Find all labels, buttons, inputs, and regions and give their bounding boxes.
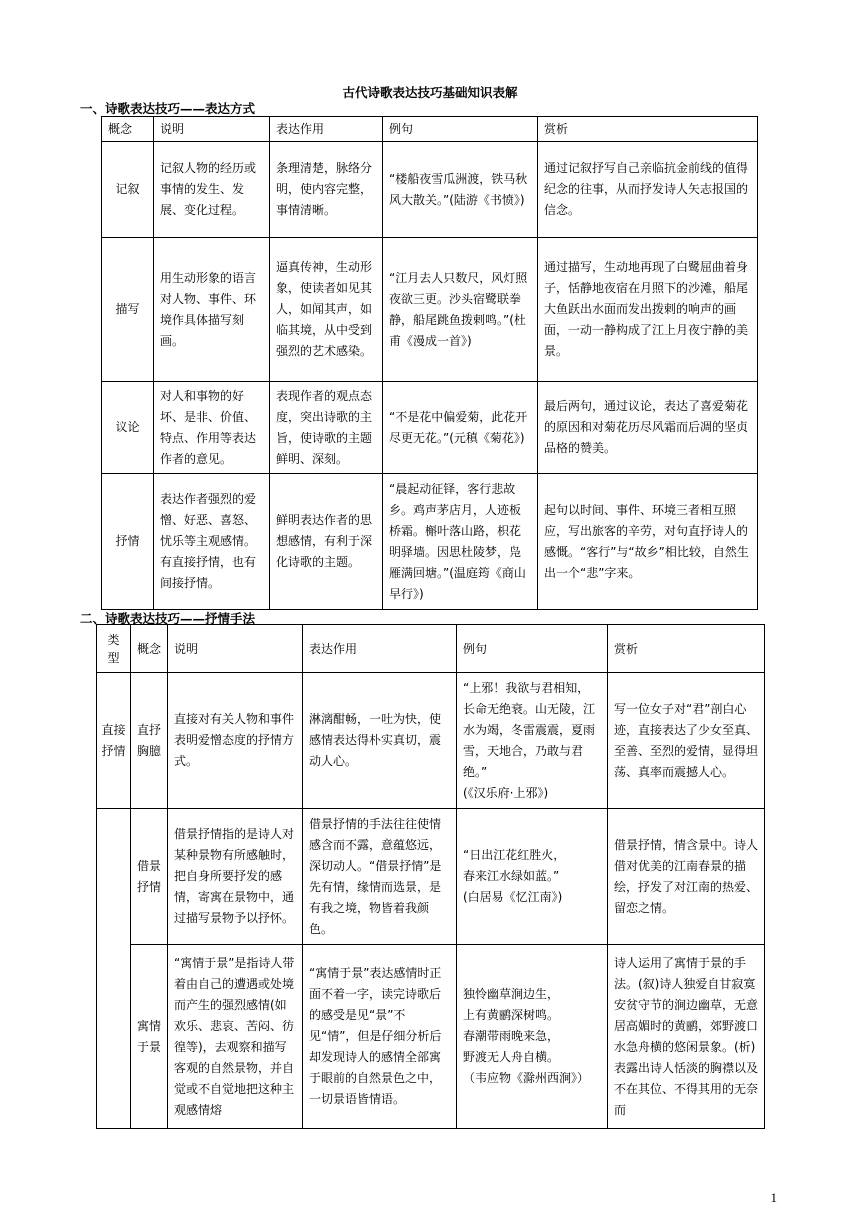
section1-heading: 一、诗歌表达技巧——表达方式 xyxy=(80,101,256,116)
header-cell: 概念 xyxy=(131,625,168,673)
concept-cell: 抒情 xyxy=(102,474,154,610)
header-cell: 例句 xyxy=(383,117,538,142)
analysis-cell: 最后两句，通过议论，表达了喜爱菊花的原因和对菊花历尽风霜而后凋的坚贞品格的赞美。 xyxy=(538,382,758,474)
effect-cell: 条理清楚，脉络分明，使内容完整，事情清晰。 xyxy=(270,142,383,238)
type-cell: 直接抒情 xyxy=(97,673,131,809)
example-line: 独怜幽草涧边生， xyxy=(463,987,560,1001)
analysis-cell: 通过描写，生动地再现了白鹭屈曲着身子，恬静地夜宿在月照下的沙滩，船尾大鱼跃出水面而发出拨剌的响声的画面，一动一静构成了江上月夜宁静的美景。 xyxy=(538,238,758,382)
table-row xyxy=(97,673,765,809)
example-cell: “晨起动征铎，客行悲故乡。鸡声茅店月，人迹板桥霜。槲叶落山路，枳花明驿墙。因思杜陵梦，凫雁满回塘。”(温庭筠《商山早行》) xyxy=(383,474,538,610)
page-number: 1 xyxy=(770,1190,777,1205)
table-header-row xyxy=(97,625,765,673)
analysis-cell: 诗人运用了寓情于景的手法。(叙)诗人独爱自甘寂寞安贫守节的涧边幽草，无意居高媚时的黄鹂，郊野渡口水急舟横的悠闲景象。(析)表露出诗人恬淡的胸襟以及不在其位、不得其用的无奈而 xyxy=(608,945,765,1129)
concept-cell: 记叙 xyxy=(102,142,154,238)
header-cell: 例句 xyxy=(457,625,608,673)
example-cell: “江月去人只数尺，风灯照夜欲三更。沙头宿鹭联拳静，船尾跳鱼拨剌鸣。”(杜甫《漫成一首》) xyxy=(383,238,538,382)
section1-table xyxy=(101,116,758,610)
desc-cell: 借景抒情指的是诗人对某种景物有所感触时，把自身所要抒发的感情，寄寓在景物中，通过描写景物予以抒怀。 xyxy=(168,809,303,945)
concept-cell: 直抒胸臆 xyxy=(131,673,168,809)
analysis-cell: 借景抒情，情含景中。诗人借对优美的江南春景的描绘，抒发了对江南的热爱、留恋之情。 xyxy=(608,809,765,945)
desc-cell: 直接对有关人物和事件表明爱憎态度的抒情方式。 xyxy=(168,673,303,809)
example-cell xyxy=(457,673,608,809)
example-cell: “不是花中偏爱菊，此花开尽更无花。”(元稹《菊花》) xyxy=(383,382,538,474)
section2-table xyxy=(96,624,765,1129)
effect-cell: 鲜明表达作者的思想感情，有利于深化诗歌的主题。 xyxy=(270,474,383,610)
effect-cell: “寓情于景”表达感情时正面不着一字，读完诗歌后的感受是见“景”不见“情”，但是仔细分析后却发现诗人的感情全部寓于眼前的自然景色之中，一切景语皆情语。 xyxy=(303,945,457,1129)
example-line: (《汉乐府·上邪》) xyxy=(463,785,549,800)
desc-cell: 用生动形象的语言对人物、事件、环境作具体描写刻画。 xyxy=(154,238,270,382)
header-cell: 说明 xyxy=(154,117,270,142)
desc-cell: “寓情于景”是指诗人带着由自己的遭遇或处境而产生的强烈感情(如欢乐、悲哀、苦闷、彷徨等)，去观察和描写客观的自然景物，并自觉或不自觉地把这种主观感情熔 xyxy=(168,945,303,1129)
desc-cell: 对人和事物的好坏、是非、价值、特点、作用等表达作者的意见。 xyxy=(154,382,270,474)
header-cell: 概念 xyxy=(102,117,154,142)
header-cell: 赏析 xyxy=(608,625,765,673)
table-row xyxy=(97,809,765,945)
table-row xyxy=(102,382,758,474)
example-line: （韦应物《滁州西涧》） xyxy=(463,1071,590,1085)
concept-cell: 议论 xyxy=(102,382,154,474)
table-row xyxy=(102,142,758,238)
example-line: 春潮带雨晚来急， xyxy=(463,1029,560,1043)
analysis-cell: 通过记叙抒写自己亲临抗金前线的值得纪念的往事，从而抒发诗人矢志报国的信念。 xyxy=(538,142,758,238)
example-cell: “楼船夜雪瓜洲渡，铁马秋风大散关。”(陆游《书愤》) xyxy=(383,142,538,238)
effect-cell: 淋漓酣畅，一吐为快，使感情表达得朴实真切，震动人心。 xyxy=(303,673,457,809)
table-row xyxy=(102,238,758,382)
desc-cell: 记叙人物的经历或事情的发生、发展、变化过程。 xyxy=(154,142,270,238)
effect-cell: 借景抒情的手法往往使情感含而不露，意蕴悠远，深切动人。“借景抒情”是先有情，缘情而选景，是有我之境，物皆着我颜色。 xyxy=(303,809,457,945)
example-line: “日出江花红胜火， xyxy=(463,848,566,862)
desc-cell: 表达作者强烈的爱憎、好恶、喜怒、忧乐等主观感情。有直接抒情，也有间接抒情。 xyxy=(154,474,270,610)
example-line: 春来江水绿如蓝。” xyxy=(463,869,560,883)
example-line: 上有黄鹂深树鸣。 xyxy=(463,1008,560,1022)
header-cell: 表达作用 xyxy=(270,117,383,142)
header-cell: 说明 xyxy=(168,625,303,673)
header-cell: 类型 xyxy=(97,625,131,673)
page-title: 古代诗歌表达技巧基础知识表解 xyxy=(342,85,518,100)
example-line: (白居易《忆江南》) xyxy=(463,890,563,904)
concept-cell: 借景抒情 xyxy=(131,809,168,945)
header-cell: 赏析 xyxy=(538,117,758,142)
analysis-cell: 写一位女子对“君”剖白心迹，直接表达了少女至真、至善、至烈的爱情，显得坦荡、真率而震撼人心。 xyxy=(608,673,765,809)
example-cell xyxy=(457,809,608,945)
example-line: 野渡无人舟自横。 xyxy=(463,1050,560,1064)
header-cell: 表达作用 xyxy=(303,625,457,673)
effect-cell: 表现作者的观点态度，突出诗歌的主旨，使诗歌的主题鲜明、深刻。 xyxy=(270,382,383,474)
concept-cell: 寓情于景 xyxy=(131,945,168,1129)
effect-cell: 逼真传神，生动形象，使读者如见其人，如闻其声，如临其境，从中受到强烈的艺术感染。 xyxy=(270,238,383,382)
example-line: “上邪！我欲与君相知，长命无绝衰。山无陵，江水为竭，冬雷震震，夏雨雪，天地合，乃敢与君绝。” xyxy=(463,680,596,779)
table-row xyxy=(97,945,765,1129)
section2-heading: 二、诗歌表达技巧——抒情手法 xyxy=(80,611,256,626)
table-header-row xyxy=(102,117,758,142)
type-cell xyxy=(97,809,131,1129)
example-cell xyxy=(457,945,608,1129)
analysis-cell: 起句以时间、事件、环境三者相互照应，写出旅客的辛劳，对句直抒诗人的感慨。“客行”与“故乡”相比较，自然生出一个“悲”字来。 xyxy=(538,474,758,610)
table-row xyxy=(102,474,758,610)
concept-cell: 描写 xyxy=(102,238,154,382)
